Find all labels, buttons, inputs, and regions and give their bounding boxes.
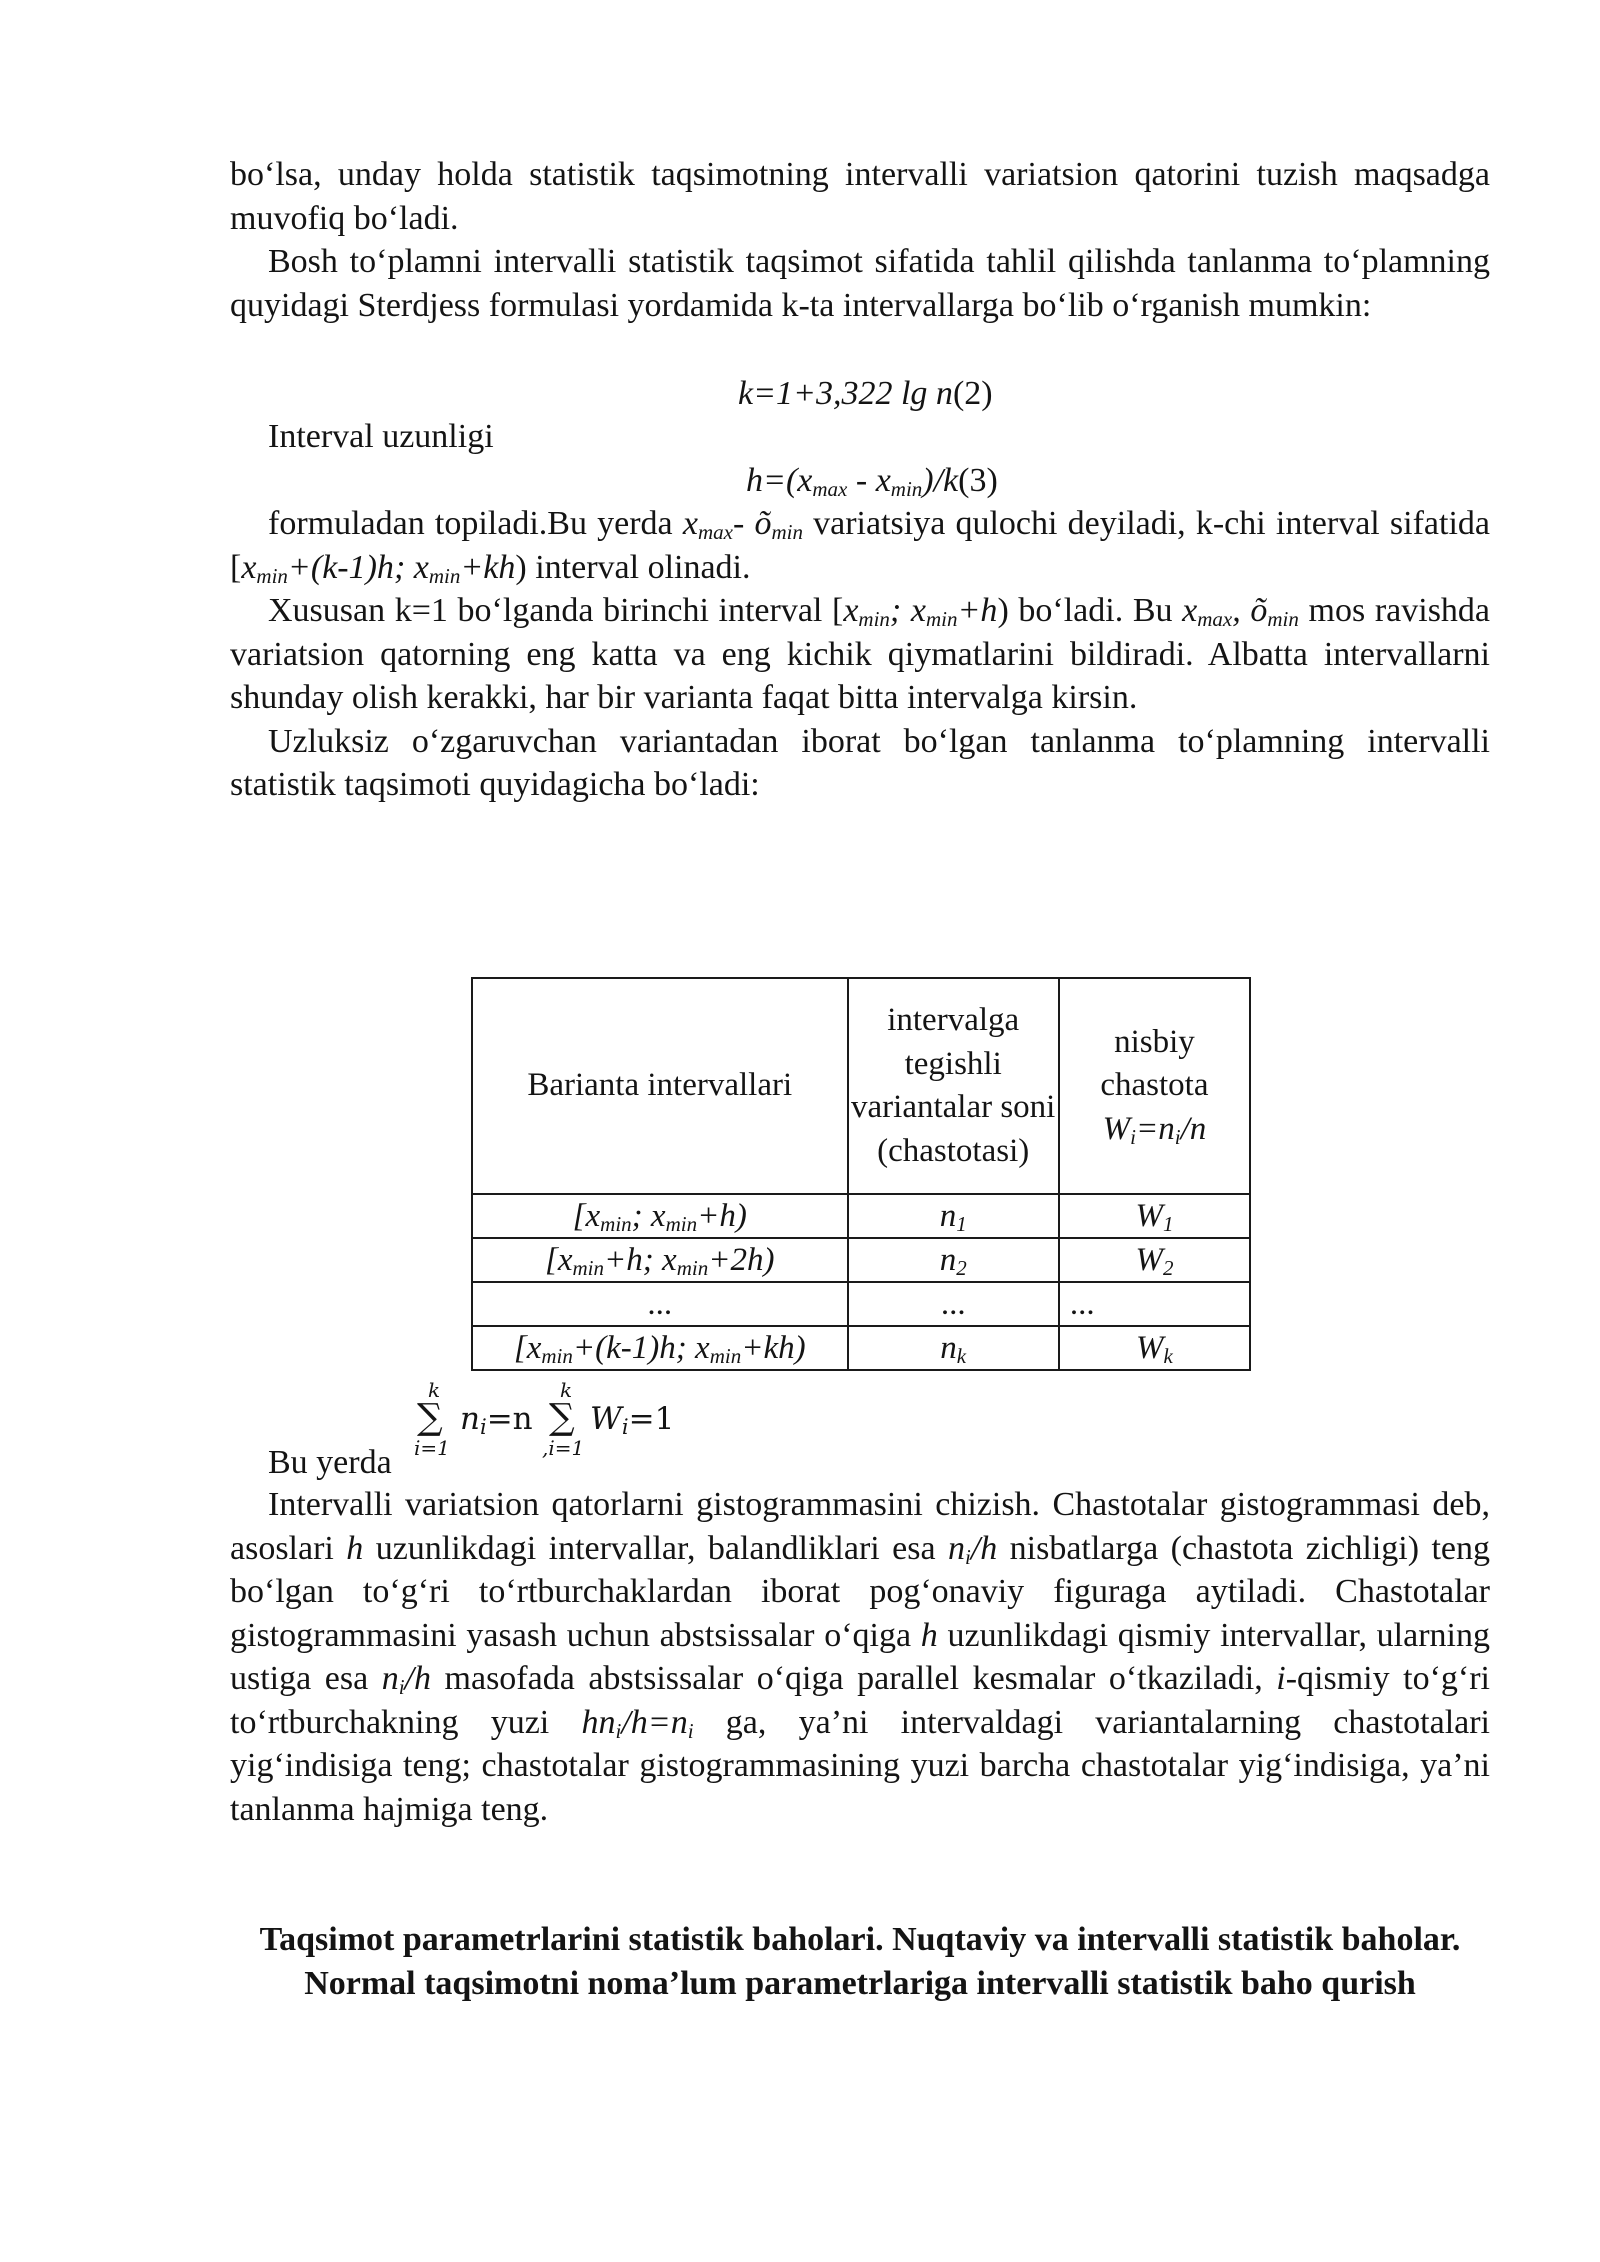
header-frequency: intervalga tegishli variantalar soni (chastotasi) [848,978,1059,1194]
cell-interval: [$x_{min}+(k-1)h$; $x_{min}+kh$) [472,1326,848,1370]
sum-sign: ∑ [417,1397,443,1438]
cell-interval: ... [472,1282,848,1326]
cell-interval: [$x_{min}+h$; $x_{min}+2h$) [472,1238,848,1282]
header-relative-frequency: nisbiy chastota $W_i=n_i/n$ [1059,978,1250,1194]
cell-relative-frequency: $W_1$ [1059,1194,1250,1238]
paragraph-continuous-intro: Uzluksiz o‘zgaruvchan variantadan iborat bo‘lgan tanlanma to‘plamning intervalli statistik taqsimoti quyidagicha bo‘ladi: [230,722,1490,803]
paragraph-variation-range: formuladan topiladi.Bu yerda $x_{max}-$ $õ_{min}$ variatsiya qulochi deyiladi, k-chi interval sifatida [$x_{min}+(k-1)h$; $x_{min}+kh$) interval olinadi. [230,505,1491,588]
cell-relative-frequency: $W_2$ [1059,1238,1250,1282]
paragraph-block-2 [230,502,1490,807]
section-heading: Taqsimot parametrlarini statistik baholari. Nuqtaviy va intervalli statistik baholar. Normal taqsimotni noma’lum parametrlariga intervalli statistik baho qurish [259,1921,1461,2002]
formula-interval-length: $h=(x_{max} - x_{min})/k(3)$ [746,462,998,501]
paragraph-first-interval: Xususan k=1 bo‘lganda birinchi interval [$x_{min}$; $x_{min}+h$) bo‘ladi. Bu $x_{max}$, $õ_{min}$ mos ravishda variatsion qatorning eng katta va eng kichik qiymatlarini bildiradi. Albatta intervallarni shunday olish kerakki, har bir varianta faqat bitta intervalga kirsin. [230,592,1491,716]
cell-frequency: $n_1$ [848,1194,1059,1238]
interval-length-label: Interval uzunligi [268,418,494,455]
table-row [472,1326,1250,1370]
paragraph-block-1 [230,153,1490,327]
table-row [472,1194,1250,1238]
sum-sign: ∑ [549,1397,575,1438]
cell-frequency: $n_2$ [848,1238,1059,1282]
cell-frequency: ... [848,1282,1059,1326]
formula-sum-frequencies: k ∑ i=1 $n_i=n$ k ∑ ,i=1 $W_i=1$ [414,1378,675,1460]
cell-relative-frequency: $W_k$ [1059,1326,1250,1370]
cell-interval: [$x_{min}$; $x_{min}+h$) [472,1194,848,1238]
formula-sturges: k=1+3,322 lg n(2) [738,375,993,412]
paragraph-sturges-intro: Bosh to‘plamni intervalli statistik taqsimot sifatida tahlil qilishda tanlanma to‘plamning quyidagi Sterdjess formulasi yordamida k-ta intervallarga bo‘lib o‘rganish mumkin: [230,243,1490,324]
interval-distribution-table [471,977,1251,1371]
cell-frequency: $n_k$ [848,1326,1059,1370]
paragraph-block-3 [230,1483,1490,1831]
table-row [472,1238,1250,1282]
table-row [472,1282,1250,1326]
bu-yerda-label: Bu yerda [268,1444,392,1481]
cell-relative-frequency: ... [1059,1282,1250,1326]
table-header-row [472,978,1250,1194]
header-intervals: Barianta intervallari [472,978,848,1194]
paragraph-continuation: bo‘lsa, unday holda statistik taqsimotning intervalli variatsion qatorini tuzish maqsadga muvofiq bo‘ladi. [230,156,1490,237]
paragraph-histogram: Intervalli variatsion qatorlarni gistogrammasini chizish. Chastotalar gistogrammasi deb, asoslari h uzunlikdagi intervallar, balandliklari esa $n_i/h$ nisbatlarga (chastota zichligi) teng bo‘lgan to‘g‘ri to‘rtburchaklardan iborat pog‘onaviy figuraga aytiladi. Chastotalar gistogrammasini yasash uchun abstsissalar o‘qiga h uzunlikdagi qismiy intervallar, ularning ustiga esa $n_i/h$ masofada abstsissalar o‘qiga parallel kesmalar o‘tkaziladi, i-qismiy to‘g‘ri to‘rtburchakning yuzi $hn_i/h=n_i$ ga, ya’ni intervaldagi variantalarning chastotalari yig‘indisiga teng; chastotalar gistogrammasining yuzi barcha chastotalar yig‘indisiga, ya’ni tanlanma hajmiga teng. [230,1486,1491,1828]
